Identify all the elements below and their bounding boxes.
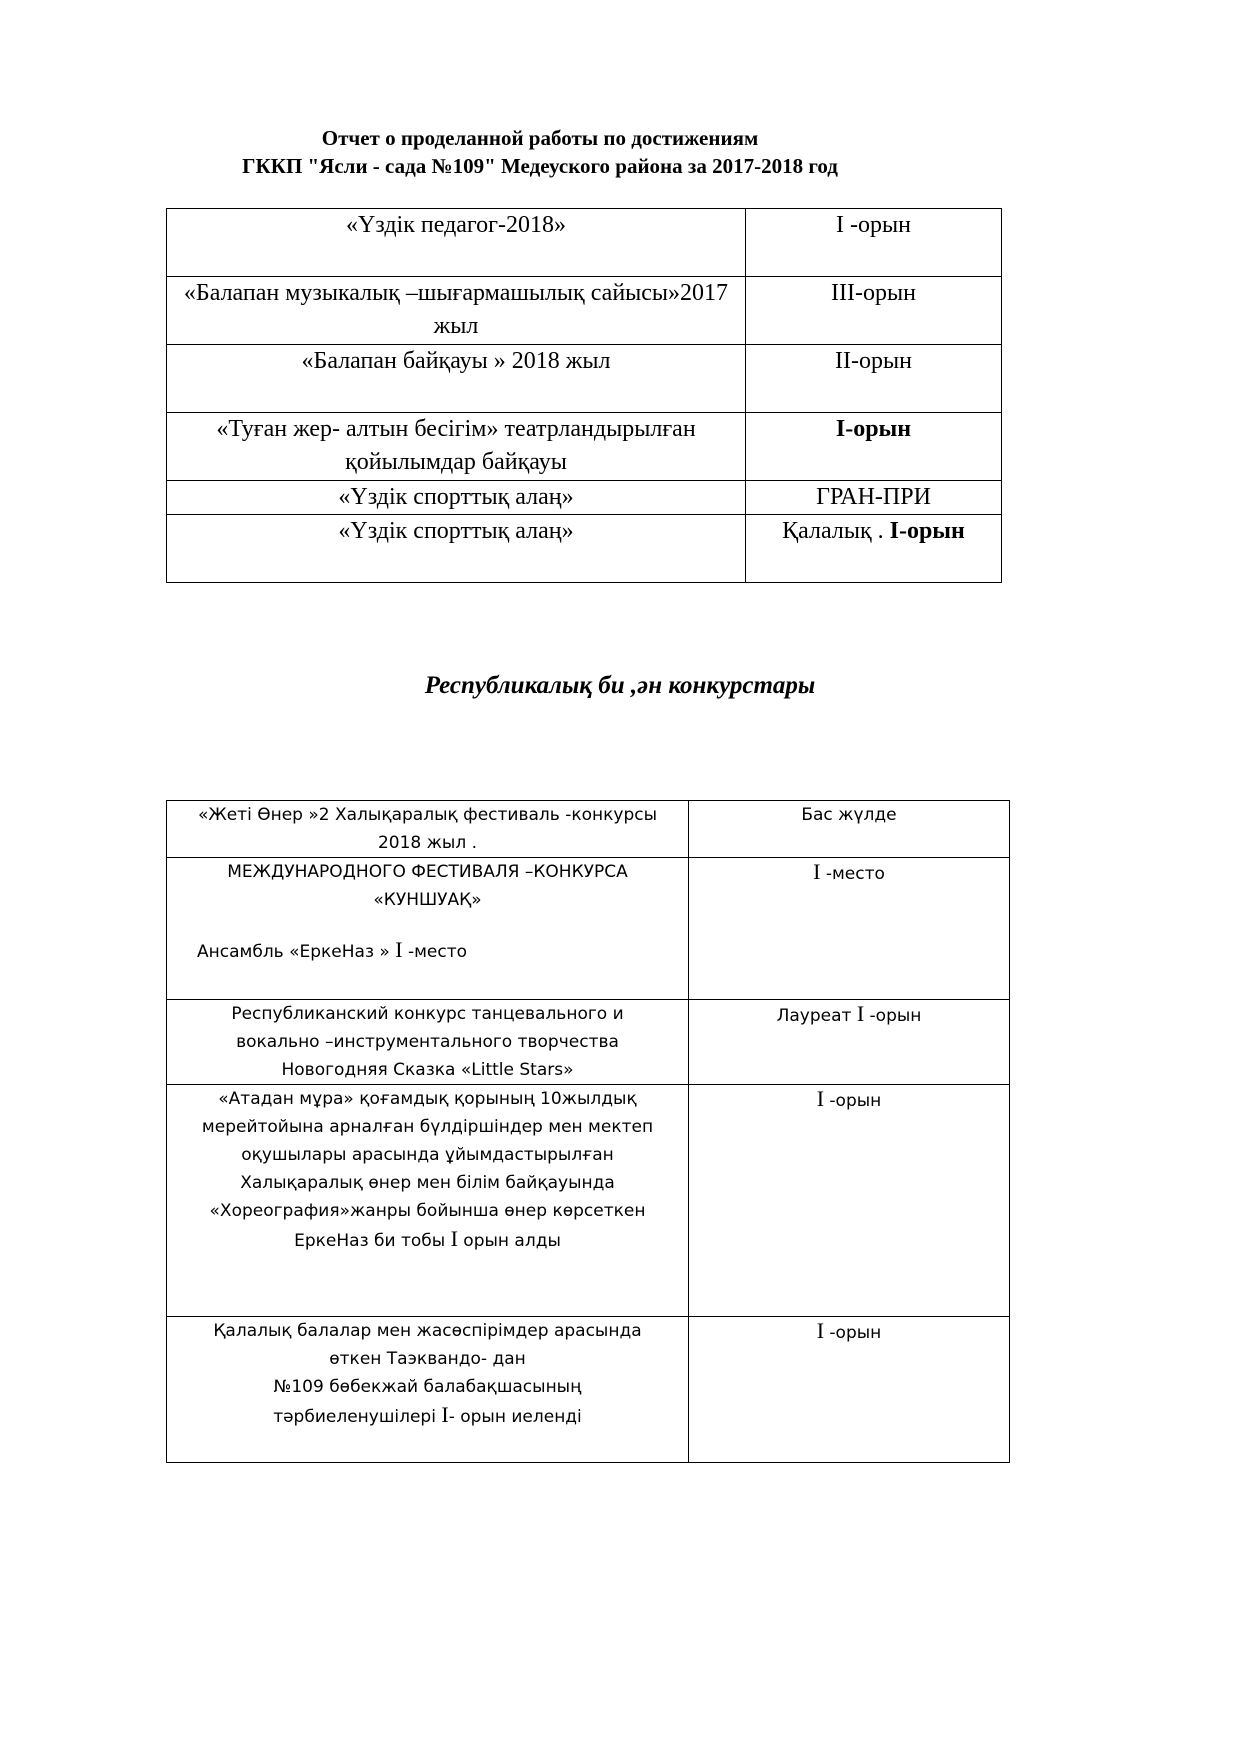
- last-prefix: ЕркеНаз би тобы: [294, 1231, 451, 1251]
- competition-line: «КУНШУАҚ»: [373, 890, 482, 910]
- competition-line: МЕЖДУНАРОДНОГО ФЕСТИВАЛЯ –КОНКУРСА: [227, 862, 628, 882]
- competition-result: Бас жүлде: [689, 801, 1010, 858]
- table-row: [167, 801, 1010, 858]
- result-suffix: -орын: [824, 1091, 882, 1111]
- last-roman: I: [441, 1402, 449, 1427]
- competition-name: [167, 1000, 689, 1085]
- last-suffix: - орын иеленді: [448, 1407, 582, 1427]
- ensemble-suffix: -место: [402, 942, 468, 962]
- report-title-line2: ГККП "Ясли - сада №109" Медеуского района за 2017-2018 год: [242, 154, 838, 178]
- achievement-result: ГРАН-ПРИ: [746, 481, 1002, 515]
- report-title-line1: Отчет о проделанной работы по достижениям: [321, 126, 759, 150]
- result-roman: I: [813, 859, 821, 884]
- achievement-name: «Туған жер- алтын бесігім» театрландырылған қойылымдар байқауы: [167, 413, 746, 481]
- competition-line: Халықаралық өнер мен білім байқауында: [240, 1173, 615, 1193]
- competition-line: №109 бөбекжай балабақшасының: [273, 1377, 582, 1397]
- result-prefix: Лауреат: [776, 1006, 857, 1026]
- competition-line: «Жеті Өнер »2 Халықаралық фестиваль -конкурсы: [198, 805, 657, 825]
- section-title: Республикалық би ,ән конкурстары: [424, 672, 816, 699]
- competition-line: «Атадан мұра» қоғамдық қорының 10жылдық: [218, 1089, 637, 1109]
- table-row: [167, 858, 1010, 1000]
- competition-result: [689, 858, 1010, 1000]
- competition-line: оқушылары арасында ұйымдастырылған: [241, 1145, 614, 1165]
- result-roman: I: [816, 1086, 825, 1111]
- table-row: [167, 209, 1002, 277]
- competition-name: [167, 858, 689, 1000]
- result-roman: I: [856, 1001, 865, 1026]
- competition-line: Новогодняя Сказка «Little Stars»: [281, 1060, 574, 1080]
- achievement-result: [746, 515, 1002, 583]
- achievement-result-prefix: Қалалық .: [782, 518, 890, 544]
- competitions-table: [166, 800, 1010, 1463]
- achievement-result: I -орын: [746, 209, 1002, 277]
- competition-name: [167, 1317, 689, 1463]
- table-row: [167, 413, 1002, 481]
- competition-line: мерейтойына арналған бүлдіршіндер мен мектеп: [201, 1117, 654, 1137]
- competition-name: [167, 1085, 689, 1317]
- table-row: [167, 481, 1002, 515]
- achievement-name: «Үздік педагог-2018»: [167, 209, 746, 277]
- competition-name: [167, 801, 689, 858]
- table-row: [167, 1317, 1010, 1463]
- achievement-name: «Үздік спорттық алаң»: [167, 481, 746, 515]
- last-suffix: орын алды: [457, 1231, 561, 1251]
- competition-result: [689, 1000, 1010, 1085]
- competition-line: Республиканский конкурс танцевального и: [231, 1004, 624, 1024]
- table-row: [167, 1000, 1010, 1085]
- table-row: [167, 345, 1002, 413]
- competition-line: «Хореография»жанры бойынша өнер көрсеткен: [209, 1201, 646, 1221]
- competition-line: вокально –инструментального творчества: [236, 1032, 619, 1052]
- achievement-result: II-орын: [746, 345, 1002, 413]
- table-row: [167, 1085, 1010, 1317]
- result-suffix: -место: [820, 864, 885, 884]
- achievement-name: «Балапан музыкалық –шығармашылық сайысы»2017 жыл: [167, 277, 746, 345]
- table-row: [167, 515, 1002, 583]
- achievement-name: «Балапан байқауы » 2018 жыл: [167, 345, 746, 413]
- achievement-result-bold: I-орын: [889, 518, 965, 544]
- achievement-name: «Үздік спорттық алаң»: [167, 515, 746, 583]
- achievement-result-bold: I-орын: [835, 416, 912, 442]
- result-roman: I: [816, 1318, 825, 1343]
- competition-result: [689, 1317, 1010, 1463]
- last-roman: I: [450, 1226, 458, 1251]
- result-suffix: -орын: [864, 1006, 922, 1026]
- achievements-table: [166, 208, 1002, 583]
- table-row: [167, 277, 1002, 345]
- competition-line: 2018 жыл .: [377, 833, 478, 853]
- competition-line-last: [167, 1401, 688, 1431]
- competition-line-last: [167, 1225, 688, 1255]
- achievement-result: III-орын: [746, 277, 1002, 345]
- ensemble-roman: I: [395, 937, 403, 962]
- competition-line: Қалалық балалар мен жасөспірімдер арасында: [213, 1321, 642, 1341]
- achievement-result: [746, 413, 1002, 481]
- ensemble-line: [167, 936, 688, 966]
- ensemble-prefix: Ансамбль «ЕркеНаз »: [197, 942, 396, 962]
- competition-line: өткен Таэквандо- дан: [329, 1349, 526, 1369]
- last-prefix: тәрбиеленушілері: [273, 1407, 442, 1427]
- competition-result: [689, 1085, 1010, 1317]
- result-suffix: -орын: [824, 1323, 882, 1343]
